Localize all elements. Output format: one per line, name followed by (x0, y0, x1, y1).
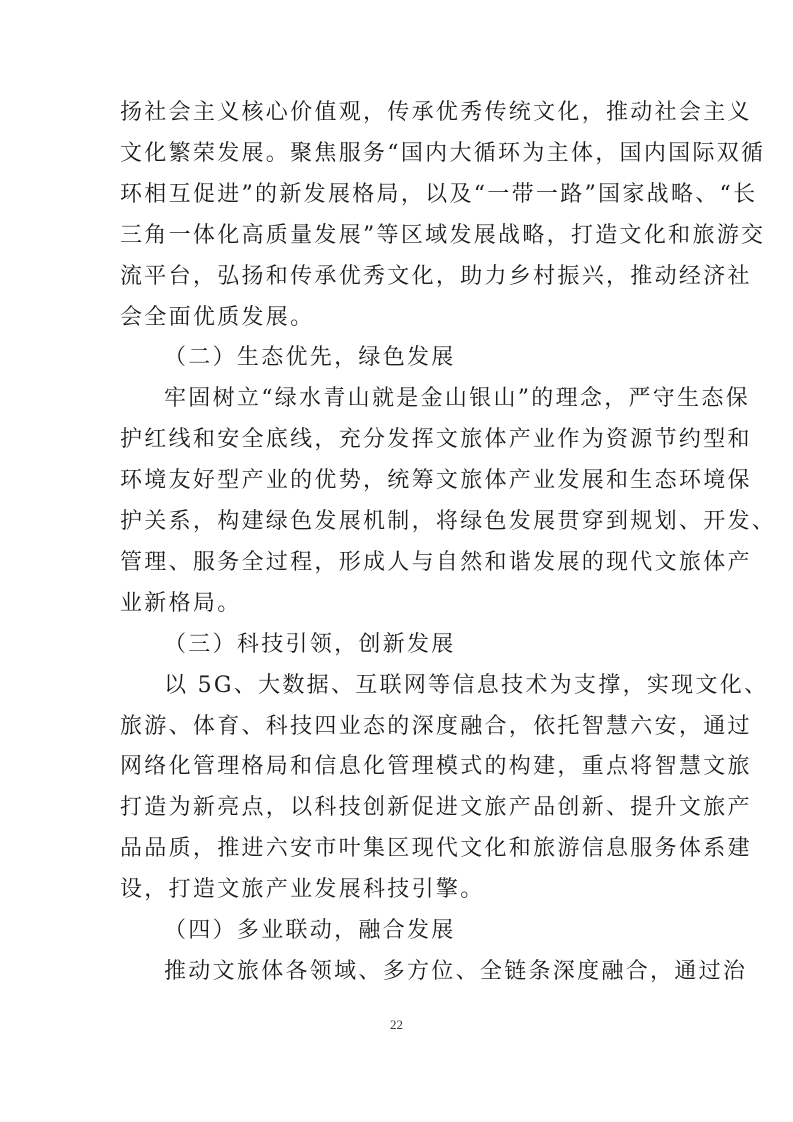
body-line: 旅游、体育、科技四业态的深度融合，依托智慧六安，通过 (120, 713, 752, 739)
body-line: 流平台，弘扬和传承优秀文化，助力乡村振兴，推动经济社 (120, 263, 752, 289)
body-line: 扬社会主义核心价值观，传承优秀传统文化，推动社会主义 (120, 100, 752, 125)
body-line: 环境友好型产业的优势，统筹文旅体产业发展和生态环境保 (120, 468, 752, 494)
section-heading: （二）生态优先，绿色发展 (164, 345, 456, 371)
page-number: 22 (390, 1017, 403, 1032)
body-line: 牢固树立“绿水青山就是金山银山”的理念，严守生态保 (164, 386, 750, 412)
body-line: 设，打造文旅产业发展科技引擎。 (120, 877, 485, 903)
section-heading: （四）多业联动，融合发展 (164, 918, 456, 943)
body-line: 业新格局。 (120, 590, 242, 616)
body-line: 会全面优质发展。 (120, 304, 315, 330)
body-line: 以 5G、大数据、互联网等信息技术为支撑，实现文化、 (164, 672, 769, 698)
body-line: 护红线和安全底线，充分发挥文旅体产业作为资源节约型和 (120, 427, 752, 453)
body-line: 管理、服务全过程，形成人与自然和谐发展的现代文旅体产 (120, 549, 752, 575)
body-line: 网络化管理格局和信息化管理模式的构建，重点将智慧文旅 (120, 754, 752, 780)
body-line: 环相互促进”的新发展格局，以及“一带一路”国家战略、“长 (120, 181, 758, 207)
section-heading: （三）科技引领，创新发展 (164, 631, 456, 657)
body-line: 推动文旅体各领域、多方位、全链条深度融合，通过治 (164, 958, 748, 984)
body-line: 三角一体化高质量发展”等区域发展战略，打造文化和旅游交 (120, 222, 766, 248)
body-line: 护关系，构建绿色发展机制，将绿色发展贯穿到规划、开发、 (120, 509, 777, 534)
body-line: 文化繁荣发展。聚焦服务“国内大循环为主体，国内国际双循 (120, 140, 766, 166)
body-line: 打造为新亮点，以科技创新促进文旅产品创新、提升文旅产 (120, 795, 752, 821)
body-line: 品品质，推进六安市叶集区现代文化和旅游信息服务体系建 (120, 836, 752, 862)
